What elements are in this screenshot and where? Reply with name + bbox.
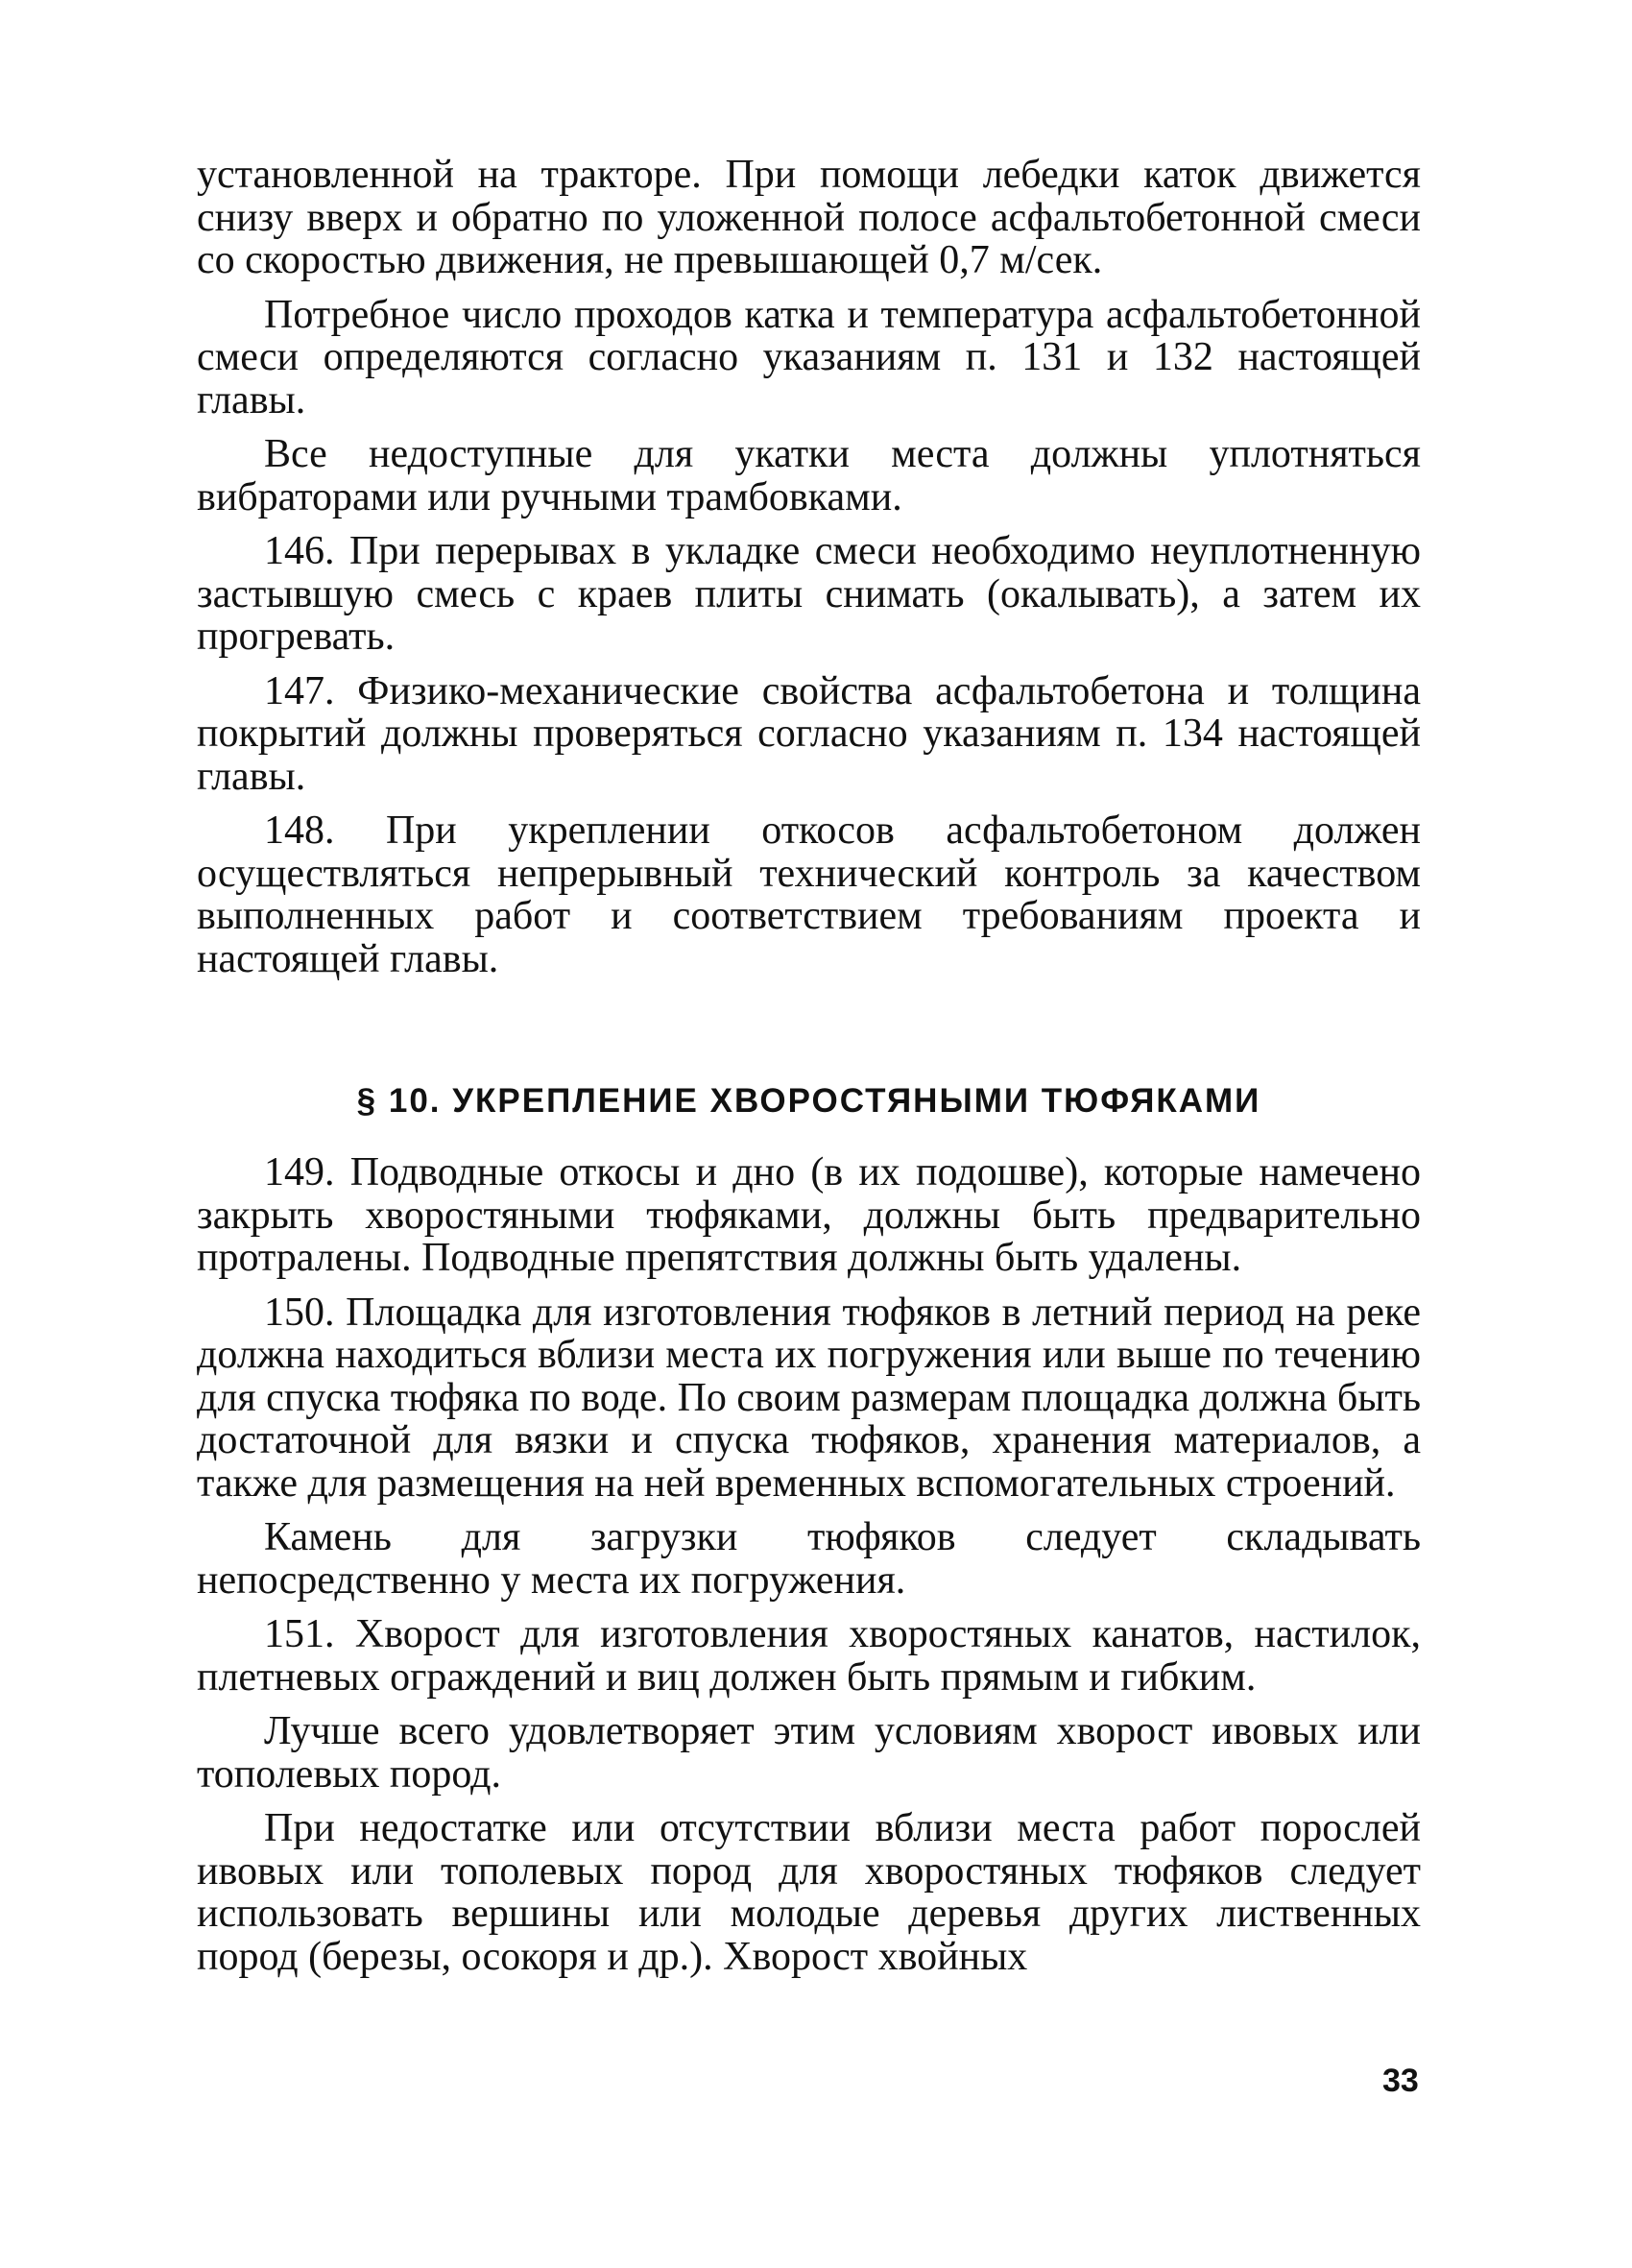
paragraph-146: 146. При перерывах в укладке смеси необходимо неуплотненную застывшую смесь с краев плиты снимать (окалывать), а затем их прогревать. <box>197 529 1421 659</box>
paragraph-shortage: При недостатке или отсутствии вблизи места работ порослей ивовых или тополевых пород для хворостяных тюфяков следует использовать вершины или молодые деревья других лиственных пород (березы, осокоря и др.). Хворост хвойных <box>197 1806 1421 1979</box>
paragraph-stone-loading: Камень для загрузки тюфяков следует складывать непосредственно у места их погружения. <box>197 1515 1421 1603</box>
paragraph-149: 149. Подводные откосы и дно (в их подошве), которые намечено закрыть хворостяными тюфяками, должны быть предварительно протралены. Подводные препятствия должны быть удалены. <box>197 1150 1421 1280</box>
section-heading: § 10. УКРЕПЛЕНИЕ ХВОРОСТЯНЫМИ ТЮФЯКАМИ <box>356 1082 1261 1120</box>
paragraph-148: 148. При укреплении откосов асфальтобетоном должен осуществляться непрерывный технический контроль за качеством выполненных работ и соответствием требованиям проекта и настоящей главы. <box>197 808 1421 981</box>
paragraph-151: 151. Хворост для изготовления хворостяных канатов, настилок, плетневых ограждений и виц должен быть прямым и гибким. <box>197 1612 1421 1700</box>
paragraph-150: 150. Площадка для изготовления тюфяков в летний период на реке должна находиться вблизи места их погружения или выше по течению для спуска тюфяка по воде. По своим размерам площадка должна быть достаточной для вязки и спуска тюфяков, хранения материалов, а также для размещения на ней временных вспомогательных строений. <box>197 1290 1421 1506</box>
paragraph-roller-passes: Потребное число проходов катка и температура асфальтобетонной смеси определяются согласно указаниям п. 131 и 132 настоящей главы. <box>197 292 1421 422</box>
paragraph-roller-movement: установленной на тракторе. При помощи лебедки каток движется снизу вверх и обратно по уложенной полосе асфальтобетонной смеси со скоростью движения, не превышающей 0,7 м/сек. <box>197 153 1421 282</box>
paragraph-147: 147. Физико-механические свойства асфальтобетона и толщина покрытий должны проверяться согласно указаниям п. 134 настоящей главы. <box>197 668 1421 799</box>
paragraph-willow-poplar: Лучше всего удовлетворяет этим условиям хворост ивовых или тополевых пород. <box>197 1709 1421 1797</box>
page-number: 33 <box>1382 2063 1419 2099</box>
page-body <box>197 154 1421 1990</box>
paragraph-inaccessible-places: Все недоступные для укатки места должны уплотняться вибраторами или ручными трамбовками. <box>197 432 1421 519</box>
